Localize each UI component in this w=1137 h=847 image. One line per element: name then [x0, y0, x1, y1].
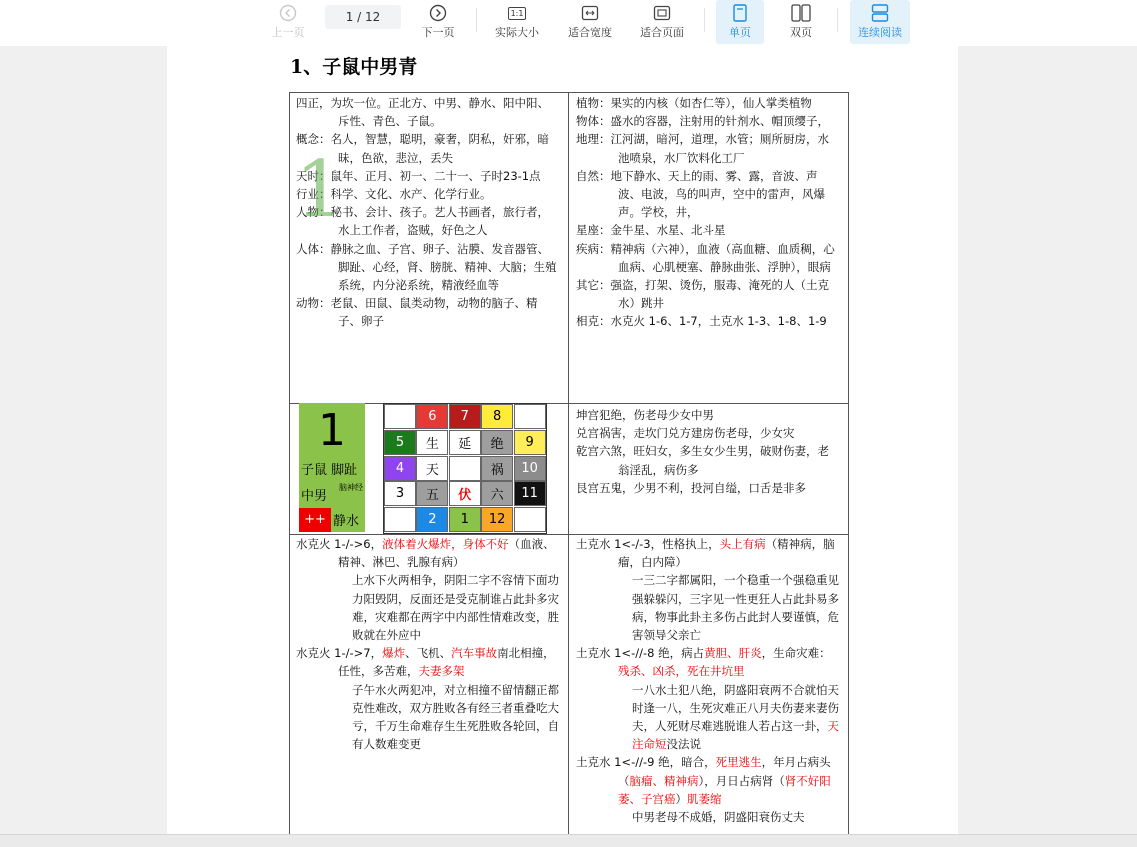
grid-cell: 7 [449, 404, 481, 429]
grid-cell [514, 507, 546, 532]
grid-cell: 六 [481, 481, 513, 506]
next-page-button[interactable] [415, 0, 461, 44]
actual-size-label: 实际大小 [495, 26, 539, 39]
text-line: 中男老母不成婚，阴盛阳衰伤丈夫 [632, 810, 805, 825]
grid-cell: 生 [416, 430, 448, 455]
double-page-button[interactable] [778, 0, 824, 44]
text-line: 土克水 1<-//-8 绝，病占黄胆、肝炎，生命灾难：残杀、凶杀，死在井坑里 [576, 646, 831, 679]
arrow-right-icon [429, 2, 447, 24]
right-bottom-cell [576, 535, 842, 826]
continuous-read-icon [871, 2, 889, 24]
toolbar [0, 0, 1137, 46]
toolbar-divider [837, 8, 838, 32]
arrow-left-icon [279, 2, 297, 24]
grid-cell: 4 [384, 456, 416, 481]
text-line: 物体：盛水的容器，注射用的针剂水、帽顶缨子， [576, 114, 829, 129]
document-page [167, 46, 958, 846]
big-number: 1 [318, 405, 346, 456]
text-line: 概念：名人，智慧，聪明，豪奢，阴私，奸邪，暗昧，色欲，悲泣，丢失 [296, 132, 549, 165]
actual-size-button[interactable] [490, 0, 544, 44]
text-line: 坤宫犯绝，伤老母少女中男 [576, 408, 714, 422]
text-line: 人物：秘书、会计、孩子。艺人书画者，旅行者，水上工作者，盗贼，好色之人 [296, 205, 549, 238]
double-page-label: 双页 [790, 26, 812, 39]
grid-cell: 9 [514, 430, 546, 455]
page-number-input[interactable] [325, 5, 401, 29]
grid-cell: 10 [514, 456, 546, 481]
text-line: 地理：江河湖，暗河，道理，水管；厕所厨房，水池喷泉，水厂饮料化工厂 [576, 132, 829, 165]
number-watermark: 1 [295, 145, 345, 235]
row-divider [290, 403, 848, 404]
next-page-label: 下一页 [421, 26, 455, 39]
grid-cell: 伏 [449, 481, 481, 506]
grid-cell: 1 [449, 507, 481, 532]
number-block [299, 403, 365, 532]
text-line: 星座：金牛星、水星、北斗星 [576, 223, 726, 238]
toolbar-divider [704, 8, 705, 32]
text-line: 艮宫五鬼，少男不利，投河自缢，口舌是非多 [576, 480, 806, 495]
fit-page-icon [653, 2, 671, 24]
grid-cell [384, 404, 416, 429]
fit-width-label: 适合宽度 [568, 26, 612, 39]
number-label: 静水 [333, 514, 360, 529]
text-line: 水克火 1-/->6，液体着火爆炸，身体不好（血液、精神、淋巴、乳腺有病） [296, 537, 555, 570]
double-page-icon [791, 2, 811, 24]
number-label: 子鼠 脚趾 [301, 463, 358, 478]
fit-page-label: 适合页面 [640, 26, 684, 39]
fit-page-button[interactable] [635, 0, 689, 44]
text-line: 乾宫六煞，旺妇女，多生女少生男，破财伤妻，老翁淫乱，病伤多 [576, 444, 829, 477]
text-line: 水克火 1-/->7，爆炸、飞机、汽车事故南北相撞，任性，多苦难，夫妻多架 [296, 646, 555, 679]
text-line: 天时：鼠年、正月、初一、二十一、子时23-1点 [296, 168, 541, 183]
text-line: 一三二字都属阳，一个稳重一个强稳重见强躲躲闪，三字见一性更狂人占此卦易多病，物事此卦主多伤占此封人要谨慎，危害领导父亲亡 [632, 573, 839, 643]
prev-page-button[interactable] [265, 0, 311, 44]
grid-cell: 5 [384, 430, 416, 455]
continuous-read-button[interactable] [850, 0, 910, 44]
toolbar-divider [476, 8, 477, 32]
text-line: 一八水土犯八绝，阴盛阳衰两不合就怕天时逢一八，生死灾难正八月夫伤妻来妻伤夫，人死财尽难逃脱谁人若占这一卦，天注命短没法说 [632, 682, 839, 752]
number-label: 中男 [301, 489, 328, 504]
fit-width-button[interactable] [563, 0, 617, 44]
grid-cell: 五 [416, 481, 448, 506]
text-line: 其它：强盗，打架、烫伤，服毒、淹死的人（土克水）跳井 [576, 278, 829, 311]
grid-cell: 8 [481, 404, 513, 429]
text-line: 子午水火两犯冲，对立相撞不留情翻正都克性难改，双方胜败各有经三者重叠吃大亏，千万生命难存生生死胜败各轮回，自有人数难变更 [352, 682, 559, 752]
single-page-label: 单页 [729, 26, 751, 39]
column-divider [568, 93, 569, 846]
text-line: 动物：老鼠、田鼠、鼠类动物，动物的脑子、精子、卵子 [296, 296, 538, 329]
number-label-small: 脑神经 [339, 483, 363, 492]
grid-cell: 延 [449, 430, 481, 455]
single-page-icon [733, 2, 747, 24]
direction-grid [383, 403, 547, 534]
fit-width-icon [581, 2, 599, 24]
text-line: 疾病：精神病（六神），血液（高血糖、血质稠，心血病、心肌梗塞、静脉曲张、浮肿），眼病 [576, 241, 835, 274]
content-table [289, 92, 849, 846]
text-line: 上水下火两相争，阴阳二字不容情下面功力阳毁阴，反面还是受克制谁占此卦多灾难，灾难都在两字中内部性情难改变，胜败就在外应中 [352, 573, 559, 643]
text-line: 土克水 1<-//-9 绝，暗合，死里逃生，年月占病头（脑瘤、精神病），月日占病肾（肾不好阳萎、子宫癌）肌萎缩 [576, 755, 831, 806]
grid-cell: 12 [481, 507, 513, 532]
grid-cell: 6 [416, 404, 448, 429]
text-line: 土克水 1<-/-3，性格执上，头上有病（精神病，脑瘤，白内障） [576, 537, 835, 570]
grid-cell: 绝 [481, 430, 513, 455]
page-indicator: 1 / 12 [345, 10, 381, 24]
grid-cell: 11 [514, 481, 546, 506]
actual-size-icon: 1:1 [508, 2, 527, 24]
status-bar [0, 834, 1137, 847]
grid-cell [449, 456, 481, 481]
text-line: 行业：科学、文化、水产、化学行业。 [296, 187, 492, 202]
grid-cell: 祸 [481, 456, 513, 481]
text-line: 相克：水克火 1-6、1-7，土克水 1-3、1-8、1-9 [576, 314, 827, 329]
text-line: 植物：果实的内核（如杏仁等），仙人掌类植物 [576, 96, 812, 110]
text-line: 兑宫祸害，走坎门兑方建房伤老母，少女灾 [576, 426, 795, 441]
continuous-read-label: 连续阅读 [858, 26, 902, 39]
plus-badge: ++ [299, 508, 331, 532]
left-bottom-cell [296, 535, 562, 753]
text-line: 人体：静脉之血、子宫、卵子、沾膜、发音器管、脚趾、心经，肾、膀胱、精神、大脑；生殖系统，内分泌系统，精液经血等 [296, 241, 557, 293]
prev-page-label: 上一页 [271, 26, 305, 39]
right-top-cell [576, 94, 840, 331]
right-mid-cell [576, 406, 840, 497]
text-line: 自然：地下静水、天上的雨、雾、露，音波、声波、电波，鸟的叫声，空中的雷声，风爆声。学校，井， [576, 168, 825, 220]
grid-cell: 天 [416, 456, 448, 481]
page-title: 1、子鼠中男青 [290, 56, 418, 78]
grid-cell [384, 507, 416, 532]
grid-cell: 3 [384, 481, 416, 506]
text-line: 四正，为坎一位。正北方、中男、静水、阳中阳、斥性、青色、子鼠。 [296, 96, 549, 129]
single-page-button[interactable] [716, 0, 764, 44]
grid-cell [514, 404, 546, 429]
grid-cell: 2 [416, 507, 448, 532]
